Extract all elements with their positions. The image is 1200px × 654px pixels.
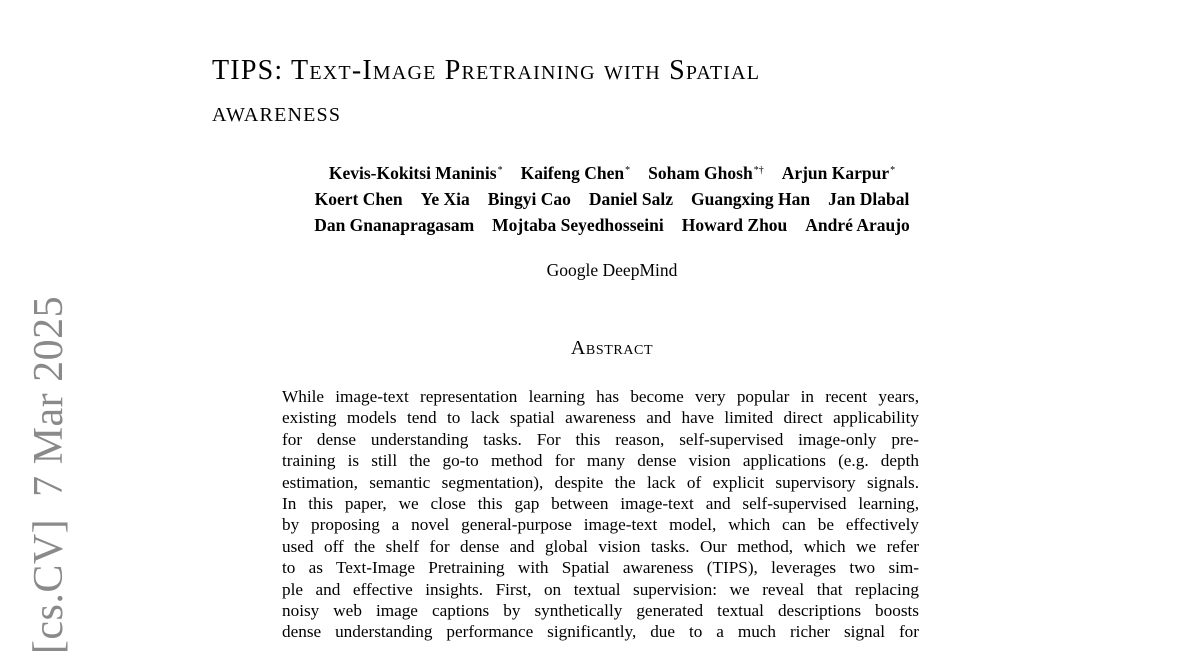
author: Bingyi Cao xyxy=(487,189,571,209)
author: Ye Xia xyxy=(420,189,470,209)
abstract-line: for dense understanding tasks. For this reason, self-supervised image-only pre- xyxy=(282,429,919,449)
author-row-1 xyxy=(212,158,1012,186)
abstract-line: existing models tend to lack spatial awareness and have limited direct applicability xyxy=(282,408,919,428)
author: Mojtaba Seyedhosseini xyxy=(492,215,664,235)
abstract-line: used off the shelf for dense and global vision tasks. Our method, which we refer xyxy=(282,536,919,556)
author: Daniel Salz xyxy=(588,189,673,209)
arxiv-side-stamp xyxy=(25,296,73,654)
author-row-2 xyxy=(212,186,1012,212)
abstract-body xyxy=(282,386,919,643)
author-mark: *† xyxy=(753,165,764,176)
author: Dan Gnanapragasam xyxy=(314,215,475,235)
affiliation: Google DeepMind xyxy=(546,260,678,280)
author-row-3 xyxy=(212,212,1012,238)
paper-title xyxy=(212,50,1012,134)
abstract-line: noisy web image captions by synthetically generated textual descriptions boosts xyxy=(282,600,919,620)
abstract-line: While image-text representation learning has become very popular in recent years, xyxy=(282,387,919,406)
abstract-line: In this paper, we close this gap between image-text and self-supervised learning, xyxy=(282,493,919,513)
author: Kevis-Kokitsi Maninis* xyxy=(328,163,503,183)
author: Jan Dlabal xyxy=(828,189,910,209)
abstract-line: by proposing a novel general-purpose image-text model, which can be effectively xyxy=(282,515,919,535)
author: Soham Ghosh*† xyxy=(648,163,764,183)
arxiv-date: 7 Mar 2025 xyxy=(26,295,72,497)
paper-title-line-2: awareness xyxy=(212,97,342,128)
author-mark: * xyxy=(497,165,503,176)
abstract-line: to as Text-Image Pretraining with Spatial awareness (TIPS), leverages two sim- xyxy=(282,558,919,578)
author-mark: * xyxy=(890,165,896,176)
abstract-heading: Abstract xyxy=(570,337,654,359)
abstract-line: dense understanding performance significantly, due to a much richer signal for xyxy=(282,622,919,642)
paper-title-line-1: TIPS: Text-Image Pretraining with Spatial xyxy=(212,55,761,86)
author: Kaifeng Chen* xyxy=(520,163,631,183)
author: Arjun Karpur* xyxy=(781,163,896,183)
abstract-line: training is still the go-to method for many dense vision applications (e.g. depth xyxy=(282,451,919,471)
author: Guangxing Han xyxy=(690,189,811,209)
abstract-line: ple and effective insights. First, on textual supervision: we reveal that replacing xyxy=(282,579,919,599)
author: Howard Zhou xyxy=(681,215,788,235)
author: Koert Chen xyxy=(314,189,403,209)
arxiv-category: [cs.CV] xyxy=(26,518,72,654)
author-mark: * xyxy=(625,165,631,176)
author: André Araujo xyxy=(805,215,910,235)
author-list xyxy=(212,158,1012,238)
abstract-line: estimation, semantic segmentation), despite the lack of explicit supervisory signals. xyxy=(282,472,919,492)
